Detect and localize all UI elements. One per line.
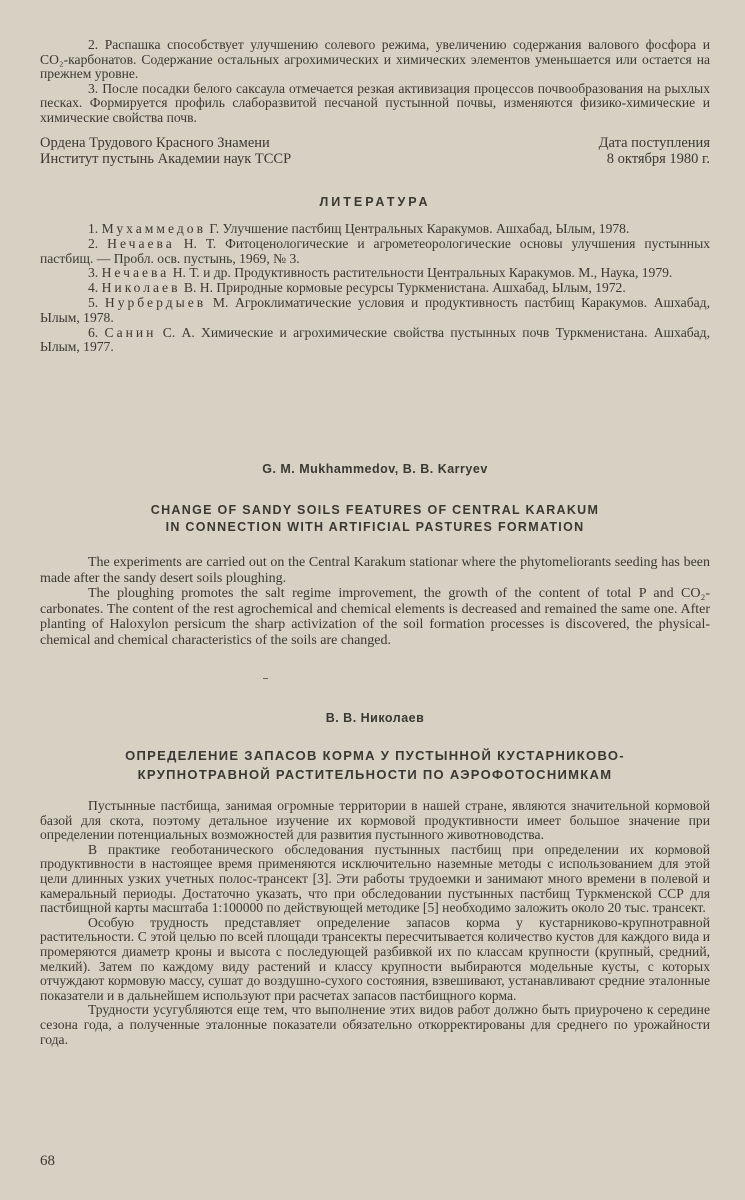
received-date (530, 136, 710, 167)
reference-item: 3. Нечаева Н. Т. и др. Продуктивность растительности Центральных Каракумов. М., Наука, 1979. (88, 265, 673, 281)
body-paragraph-3: Особую трудность представляет определение запасов корма у кустарниково-крупнотравной растительности. С этой целью по всей площади трансекты пересчитывается количество кустов для каждого вида и промеряются диаметр кроны и высота с последующей разбивкой их по классам крупности (крупный, средний, мелкий). Затем по каждому виду растений и классу крупности выбираются модельные кусты, с которых отчуждают кормовую массу, сушат до воздушно-сухого состояния, взвешивают, устанавливают средние эталонные показатели и в дальнейшем используют при расчетах запасов пастбищного корма. (40, 914, 710, 1003)
english-abstract (40, 555, 710, 649)
reference-item: 4. Николаев В. Н. Природные кормовые ресурсы Туркменистана. Ашхабад, Ылым, 1972. (88, 280, 626, 296)
reference-list (40, 222, 710, 355)
reference-item: 2. Нечаева Н. Т. Фитоценологические и агрометеорологические основы улучшения пустынных пастбищ. — Пробл. осв. пустынь, 1969, № 3. (40, 235, 710, 266)
english-authors: G. M. Mukhammedov, B. B. Karryev (262, 462, 488, 476)
body-paragraph-4: Трудности усугубляются еще тем, что выполнение этих видов работ должно быть приурочено к середине сезона года, а полученные эталонные показатели обязательно откорректированы для среднего по урожайности года. (40, 1002, 710, 1047)
page-number: 68 (40, 1153, 55, 1169)
affiliation-line-2: Институт пустынь Академии наук ТССР (40, 150, 292, 167)
abstract-paragraph-1: The experiments are carried out on the Central Karakum stationar where the phytomeliorants seeding has been made after the sandy desert soils ploughing. (40, 555, 710, 586)
conclusions-block (40, 38, 710, 126)
reference-item: 5. Нурбердыев М. Агроклиматические условия и продуктивность пастбищ Каракумов. Ашхабад, Ылым, 1978. (40, 294, 710, 325)
reference-item: 1. Мухаммедов Г. Улучшение пастбищ Центральных Каракумов. Ашхабад, Ылым, 1978. (88, 221, 630, 236)
article-body (40, 799, 710, 1047)
article-author: В. В. Николаев (325, 711, 425, 725)
english-title-line-1: CHANGE OF SANDY SOILS FEATURES OF CENTRAL KARAKUM (150, 503, 600, 517)
affiliation (40, 136, 440, 167)
article-title-line-2: КРУПНОТРАВНОЙ РАСТИТЕЛЬНОСТИ ПО АЭРОФОТОСНИМКАМ (137, 767, 613, 782)
literature-heading: ЛИТЕРАТУРА (319, 195, 431, 209)
separator-mark (263, 678, 268, 679)
article-title (40, 746, 710, 784)
conclusion-3: 3. После посадки белого саксаула отмечается резкая активизация процессов почвообразования на рыхлых песках. Формируется профиль слаборазвитой песчаной пустынной почвы, изменяются физико-химические и химические свойства почв. (40, 80, 710, 125)
english-title-line-2: IN CONNECTION WITH ARTIFICIAL PASTURES FORMATION (165, 520, 585, 534)
reference-item: 6. Санин С. А. Химические и агрохимические свойства пустынных почв Туркменистана. Ашхабад, Ылым, 1977. (40, 324, 710, 355)
received-date-value: 8 октября 1980 г. (606, 150, 710, 167)
abstract-paragraph-2: The ploughing promotes the salt regime improvement, the growth of the content of total P and CO₂-carbonates. The content of the rest agrochemical and chemical elements is decreased and remained the same one. After planting of Haloxylon persicum the sharp activization of the soil formation processes is discovered, the physical-chemical and chemical characteristics of the soils are changed. (40, 586, 710, 648)
english-title (40, 502, 710, 536)
article-title-line-1: ОПРЕДЕЛЕНИЕ ЗАПАСОВ КОРМА У ПУСТЫННОЙ КУСТАРНИКОВО- (125, 748, 625, 763)
affiliation-line-1: Ордена Трудового Красного Знамени (40, 135, 270, 151)
body-paragraph-2: В практике геоботанического обследования пустынных пастбищ при определении их кормовой продуктивности в настоящее время применяются исключительно наземные методы с использованием для этой цели длинных узких учетных полос-трансект [3]. Эти работы трудоемки и занимают много времени в полевой и камеральный периоды. Достаточно указать, что при обследовании пустынных пастбищ Туркменской ССР для пастбищной карты масштаба 1:100000 по действующей методике [5] необходимо заложить около 20 тыс. трансект. (40, 841, 710, 916)
body-paragraph-1: Пустынные пастбища, занимая огромные территории в нашей стране, являются значительной кормовой базой для скота, поэтому детальное изучение их кормовой продуктивности имеет большое значение при определении потенциальных возможностей для развития пустынного животноводства. (40, 798, 710, 843)
conclusion-2: 2. Распашка способствует улучшению солевого режима, увеличению содержания валового фосфора и CO₂-карбонатов. Содержание остальных агрохимических и химических элементов уменьшается или остается на прежнем уровне. (40, 37, 710, 82)
received-date-label: Дата поступления (598, 135, 710, 151)
